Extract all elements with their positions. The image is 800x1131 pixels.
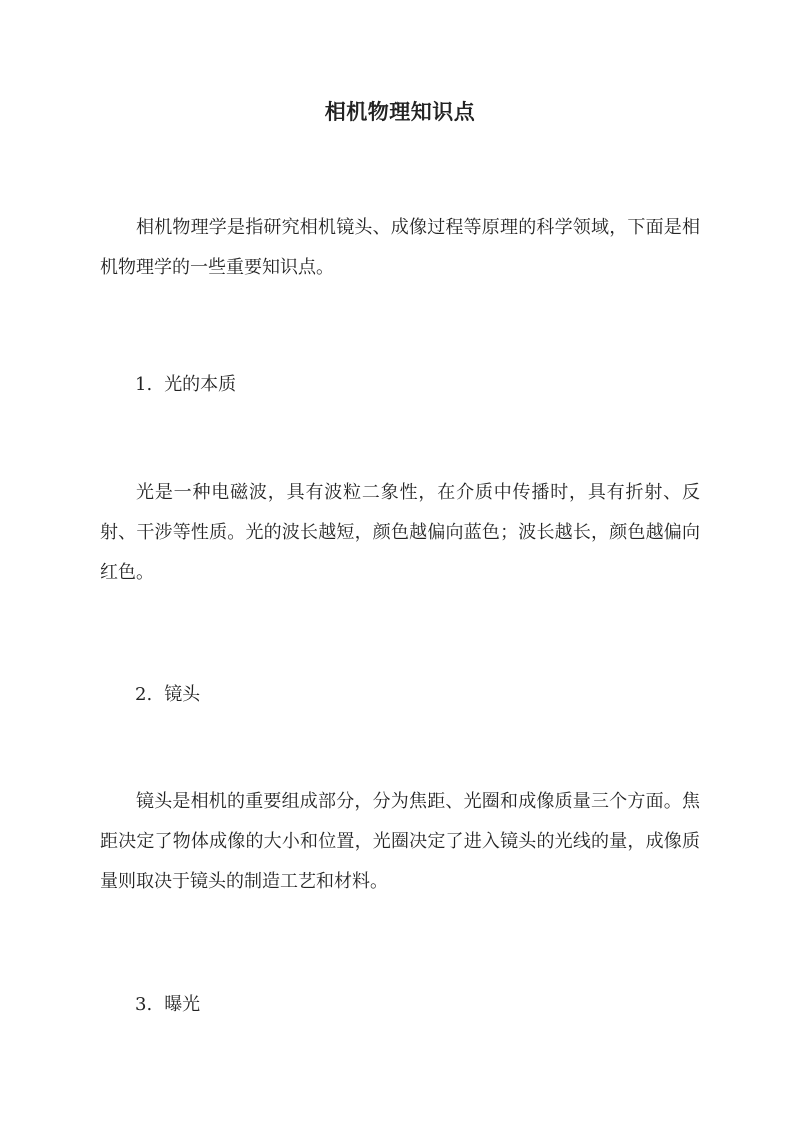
section-number: 1. [135,374,153,395]
section-number: 2. [135,684,153,705]
intro-paragraph: 相机物理学是指研究相机镜头、成像过程等原理的科学领域，下面是相机物理学的一些重要知识点。 [100,217,700,278]
section-heading-3 [135,991,200,1019]
section-title: 镜头 [164,684,201,705]
section-title: 光的本质 [164,374,237,395]
section-body-1: 光是一种电磁波，具有波粒二象性，在介质中传播时，具有折射、反射、干涉等性质。光的波长越短，颜色越偏向蓝色；波长越长，颜色越偏向红色。 [100,482,700,583]
section-heading-1 [135,371,236,399]
section-body-2: 镜头是相机的重要组成部分，分为焦距、光圈和成像质量三个方面。焦距决定了物体成像的大小和位置，光圈决定了进入镜头的光线的量，成像质量则取决于镜头的制造工艺和材料。 [100,791,700,892]
section-title: 曝光 [164,994,201,1015]
page-title: 相机物理知识点 [324,99,476,124]
section-number: 3. [135,994,153,1015]
section-heading-2 [135,681,200,709]
